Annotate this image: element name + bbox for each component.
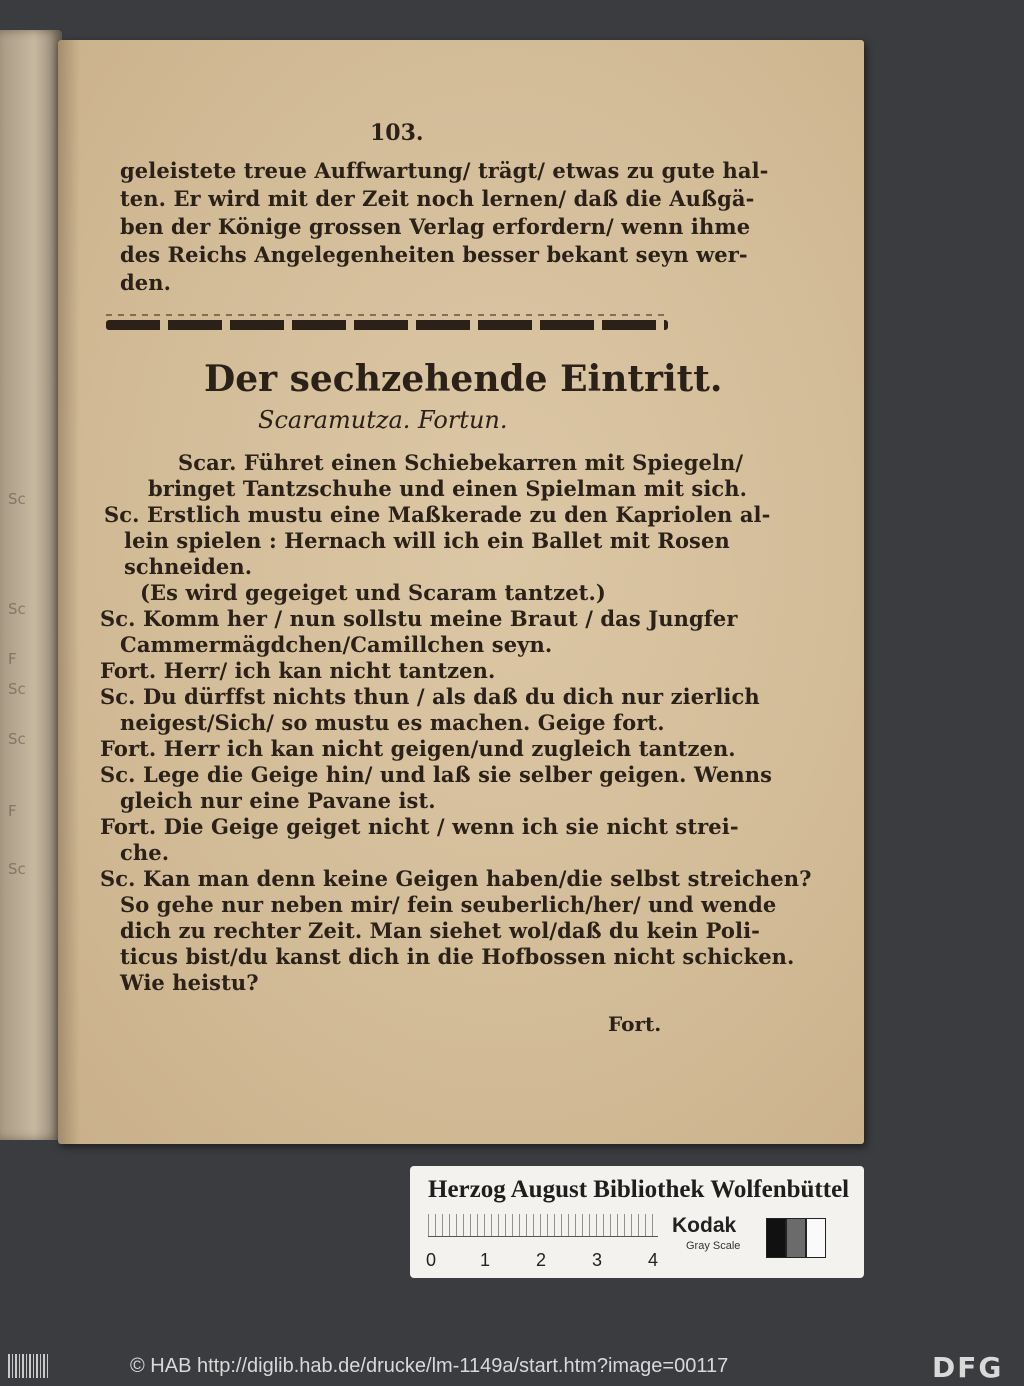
dialogue-line: Fort. Herr/ ich kan nicht tantzen.: [100, 658, 496, 683]
scale-tick-label: 2: [536, 1250, 547, 1270]
gray-scale-label: Gray Scale: [686, 1240, 741, 1252]
gray-swatch-mid: [786, 1218, 806, 1258]
facing-page-fragment: F: [8, 650, 17, 668]
dialogue-line: Sc. Komm her / nun sollstu meine Braut / das Jungfer: [100, 606, 738, 631]
dialogue-line: ticus bist/du kanst dich in die Hofbossen nicht schicken.: [120, 944, 795, 969]
facing-page-fragment: Sc: [8, 490, 26, 508]
dialogue-line: gleich nur eine Pavane ist.: [120, 788, 436, 813]
text-line: geleistete treue Auffwartung/ trägt/ etwas zu gute hal-: [120, 158, 769, 183]
dialogue-line: Sc. Erstlich mustu eine Maßkerade zu den Kapriolen al-: [104, 502, 771, 527]
facing-page-fragment: F: [8, 802, 17, 820]
catchword: Fort.: [608, 1012, 662, 1036]
scale-tick-label: 1: [480, 1250, 491, 1270]
scene-heading: Der sechzehende Eintritt.: [204, 358, 723, 400]
dialogue-line: Wie heistu?: [120, 970, 259, 995]
dialogue-line: Cammermägdchen/Camillchen seyn.: [120, 632, 553, 657]
text-line: den.: [120, 270, 172, 295]
facing-page-fragment: Sc: [8, 730, 26, 748]
stage-direction: bringet Tantzschuhe und einen Spielman mit sich.: [148, 476, 748, 501]
footer-bar: [0, 1346, 1024, 1386]
ornamental-rule-top: [106, 314, 668, 316]
kodak-brand: Kodak: [672, 1214, 737, 1237]
dialogue-line: Fort. Die Geige geiget nicht / wenn ich sie nicht strei-: [100, 814, 739, 839]
facing-page-fragment: Sc: [8, 680, 26, 698]
page-gutter-shadow: [58, 40, 80, 1144]
gray-swatch-black: [766, 1218, 786, 1258]
gray-swatch-white: [806, 1218, 826, 1258]
dialogue-line: neigest/Sich/ so mustu es machen. Geige fort.: [120, 710, 665, 735]
scale-ruler: [428, 1214, 658, 1236]
dialogue-line: Sc. Lege die Geige hin/ und laß sie selber geigen. Wenns: [100, 762, 773, 787]
facing-page-edge: [0, 30, 62, 1140]
scale-tick-label: 4: [648, 1250, 659, 1270]
text-line: ten. Er wird mit der Zeit noch lernen/ daß die Außgä-: [120, 186, 755, 211]
facing-page-fragment: Sc: [8, 600, 26, 618]
page-number: 103.: [370, 120, 424, 146]
book-page: [58, 40, 864, 1144]
stage-direction: Scar. Führet einen Schiebekarren mit Spiegeln/: [178, 450, 744, 475]
dialogue-line: dich zu rechter Zeit. Man siehet wol/daß du kein Poli-: [120, 918, 760, 943]
library-name: Herzog August Bibliothek Wolfenbüttel: [428, 1176, 850, 1203]
library-label-card: [410, 1166, 864, 1278]
dfg-logo: DFG: [932, 1351, 1004, 1384]
ornamental-rule: [106, 320, 668, 330]
scale-tick-label: 3: [592, 1250, 603, 1270]
dialogue-line: Sc. Kan man denn keine Geigen haben/die selbst streichen?: [100, 866, 812, 891]
text-line: ben der Könige grossen Verlag erfordern/ wenn ihme: [120, 214, 751, 239]
scene-characters: Scaramutza. Fortun.: [258, 406, 508, 434]
dialogue-line: Fort. Herr ich kan nicht geigen/und zugleich tantzen.: [100, 736, 736, 761]
dialogue-line: schneiden.: [124, 554, 253, 579]
scale-tick-label: 0: [426, 1250, 437, 1270]
dialogue-line: Sc. Du dürffst nichts thun / als daß du dich nur zierlich: [100, 684, 760, 709]
text-line: des Reichs Angelegenheiten besser bekant seyn wer-: [120, 242, 748, 267]
stage-direction: (Es wird gegeiget und Scaram tantzet.): [140, 580, 606, 605]
footer-credit-link[interactable]: © HAB http://diglib.hab.de/drucke/lm-1149a/start.htm?image=00117: [130, 1355, 729, 1377]
facing-page-fragment: Sc: [8, 860, 26, 878]
scale-ruler-base: [428, 1236, 658, 1237]
dialogue-line: lein spielen : Hernach will ich ein Ballet mit Rosen: [124, 528, 730, 553]
dialogue-line: So gehe nur neben mir/ fein seuberlich/her/ und wende: [120, 892, 777, 917]
barcode-icon: [8, 1354, 48, 1378]
dialogue-line: che.: [120, 840, 170, 865]
